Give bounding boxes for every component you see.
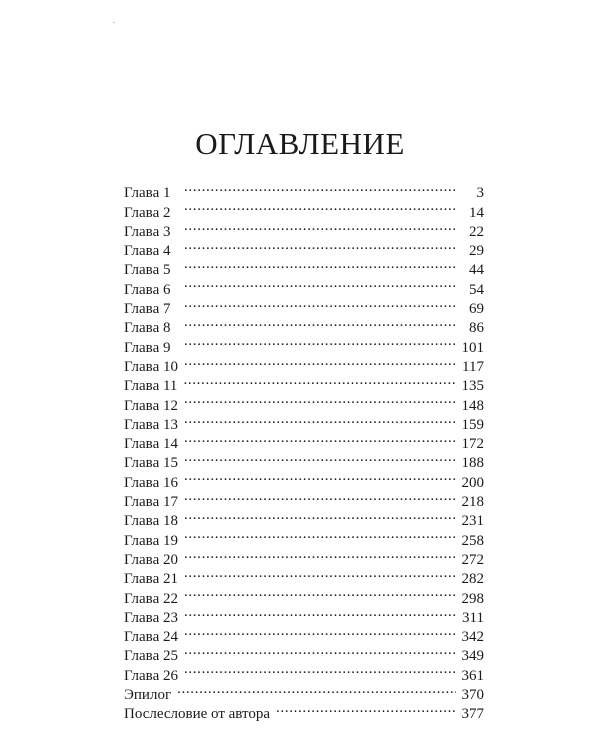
dot-leader [184,583,456,602]
toc-entry-label: Глава 3 [124,223,171,240]
toc-entry-label: Глава 15 [124,455,178,472]
toc-entry-label: Глава 18 [124,513,178,530]
dot-leader [184,448,456,467]
toc-entry-afterword[interactable] [124,699,484,723]
dot-leader [177,680,456,699]
toc-entry-label: Глава 14 [124,436,178,453]
toc-entry-label: Глава 12 [124,397,178,414]
toc-entry-label: Глава 21 [124,571,178,588]
toc-entry-page: 361 [456,667,484,686]
toc-entry-label: Послесловие от автора [124,706,271,723]
toc-entry-epilogue[interactable] [124,680,484,704]
dot-leader [184,236,456,255]
toc-entry-page: 101 [456,339,484,358]
toc-entry[interactable] [124,178,484,202]
dot-leader [184,352,456,371]
toc-entry-label: Глава 19 [124,532,178,549]
toc-entry-page: 135 [456,377,484,396]
toc-entry-page: 200 [456,474,484,493]
scan-speck [113,22,115,23]
dot-leader [184,603,456,622]
toc-entry-page: 117 [456,358,484,377]
toc-entry-page: 54 [456,281,484,300]
toc-entry-label: Глава 13 [124,416,178,433]
toc-entry-page: 172 [456,435,484,454]
toc-entry-label: Глава 11 [124,378,178,395]
toc-entry-page: 272 [456,551,484,570]
dot-leader [184,332,456,351]
dot-leader [184,564,456,583]
toc-entry-label: Глава 6 [124,281,171,298]
toc-entry-page: 370 [456,686,484,705]
dot-leader [184,487,456,506]
toc-entry-label: Глава 1 [124,185,171,202]
toc-entry-page: 258 [456,532,484,551]
toc-entry-page: 159 [456,416,484,435]
dot-leader [184,294,456,313]
dot-leader [184,390,456,409]
toc-entry-label: Глава 2 [124,204,171,221]
dot-leader [184,429,456,448]
table-of-contents [124,178,484,723]
dot-leader [184,622,456,641]
toc-entry-label: Глава 26 [124,667,178,684]
dot-leader [184,197,456,216]
toc-entry-label: Глава 20 [124,551,178,568]
dot-leader [184,274,456,293]
toc-entry-label: Глава 5 [124,262,171,279]
toc-entry-label: Глава 4 [124,243,171,260]
toc-entry-page: 298 [456,590,484,609]
dot-leader [184,525,456,544]
dot-leader [184,641,456,660]
toc-entry-page: 148 [456,397,484,416]
toc-entry-label: Глава 17 [124,494,178,511]
dot-leader [276,699,456,718]
toc-entry-page: 69 [456,300,484,319]
dot-leader [184,178,456,197]
toc-entry-label: Глава 10 [124,358,178,375]
toc-entry-label: Глава 22 [124,590,178,607]
toc-entry-label: Глава 7 [124,301,171,318]
toc-entry-page: 22 [456,223,484,242]
toc-entry-page: 282 [456,570,484,589]
toc-entry-label: Глава 25 [124,648,178,665]
toc-entry-page: 349 [456,647,484,666]
toc-entry-label: Глава 24 [124,629,178,646]
toc-entry-page: 188 [456,454,484,473]
toc-entry-label: Глава 8 [124,320,171,337]
toc-entry-page: 311 [456,609,484,628]
toc-entry-page: 231 [456,512,484,531]
toc-entry-page: 86 [456,319,484,338]
toc-entry-label: Глава 16 [124,474,178,491]
dot-leader [184,217,456,236]
dot-leader [184,410,456,429]
dot-leader [184,313,456,332]
dot-leader [184,506,456,525]
page-title: ОГЛАВЛЕНИЕ [195,126,405,161]
toc-entry-page: 44 [456,261,484,280]
toc-entry-page: 342 [456,628,484,647]
dot-leader [184,545,456,564]
dot-leader [184,467,456,486]
dot-leader [183,371,456,390]
toc-entry-label: Глава 23 [124,609,178,626]
toc-entry-page: 3 [456,184,484,203]
toc-entry-page: 14 [456,204,484,223]
toc-entry-page: 377 [456,705,484,724]
toc-entry-page: 29 [456,242,484,261]
toc-entry-label: Глава 9 [124,339,171,356]
toc-entry-page: 218 [456,493,484,512]
dot-leader [184,660,456,679]
toc-entry-label: Эпилог [124,687,172,704]
dot-leader [184,255,456,274]
